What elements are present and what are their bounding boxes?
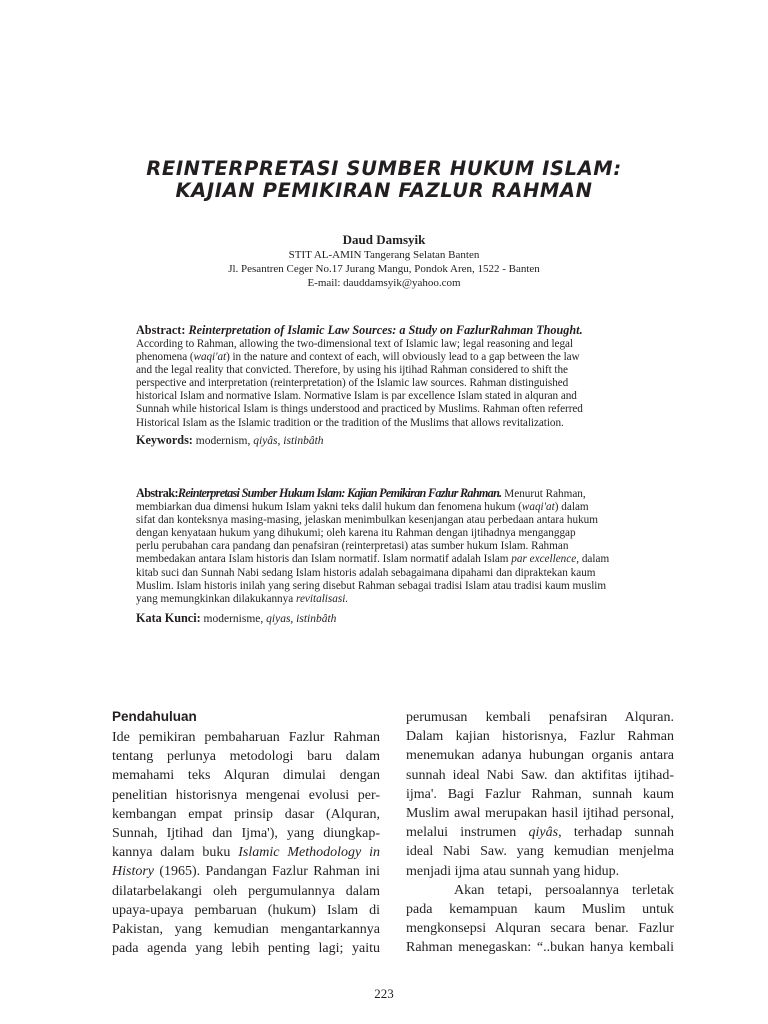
abstract-line: perspective and interpretation (reinterpretation) of the Islamic law sources. Rahman distinguished [136, 377, 569, 390]
abstrak-text: yang memungkinkan dilakukannya [136, 592, 294, 605]
body-line: kembangan empat prinsip dasar (Alquran, [112, 806, 380, 822]
kata-kunci-label: Kata Kunci: [136, 610, 201, 625]
abstract-line: ) in the nature and context of each, will obviously lead to a gap between the law [226, 351, 580, 364]
body-line: Ide pemikiran pembaharuan Fazlur Rahman [112, 730, 380, 745]
abstrak-text: , dalam [576, 553, 610, 566]
abstract-label: Abstract: [136, 323, 186, 337]
title-line-1: REINTERPRETASI SUMBER HUKUM ISLAM: [146, 157, 622, 180]
abstrak-line [136, 593, 651, 606]
body-line: pada kemampuan kaum Muslim untuk [406, 902, 674, 918]
author-name: Daud Damsyik [342, 232, 426, 247]
body-text: kannya dalam buku [112, 845, 231, 861]
abstract-line: phenomena ( [136, 351, 194, 364]
keywords-italic: qiyâs, istinbâth [253, 434, 324, 447]
abstract-term: waqi'at [193, 351, 227, 364]
author-block [0, 231, 768, 290]
body-line: pada agenda yang lebih penting lagi; yaitu [112, 941, 380, 957]
body-line: Dalam kajian historisnya, Fazlur Rahman [406, 729, 674, 745]
abstract-line: Historical Islam as the Islamic tradition or the tradition of the Muslims that allows revitalization. [136, 416, 564, 429]
abstrak-line [136, 553, 651, 566]
body-line: Akan tetapi, persoalannya terletak [454, 882, 674, 898]
body-line: dilatarbelakangi oleh pergumulannya dalam [112, 883, 380, 899]
keywords [136, 433, 651, 448]
author-institution: STIT AL-AMIN Tangerang Selatan Banten [288, 249, 480, 261]
body-line: ijma'. Bagi Fazlur Rahman, sunnah kaum [406, 786, 674, 802]
abstrak-text: Menurut Rahman, [504, 488, 586, 500]
body-line: penelitian historisnya mengenai evolusi per- [112, 787, 380, 803]
kata-kunci [136, 611, 651, 626]
article-title [0, 158, 768, 202]
section-heading: Pendahuluan [112, 709, 197, 724]
abstrak-line: perlu perubahan cara pandang dan penafsiran (reinterpretasi) atas sumber hukum Islam. Rahman [136, 540, 569, 553]
abstrak-line: dengan kenyataan hukum yang dihukumi; oleh karena itu Rahman dengan ijtihadnya menganggap [136, 527, 576, 540]
body-line [112, 843, 380, 862]
keywords-plain: modernism, [195, 434, 251, 447]
book-title: History [112, 864, 154, 880]
body-column-left [112, 708, 380, 958]
abstract-heading [136, 323, 651, 338]
abstract-english [136, 323, 651, 448]
body-line: menemukan adanya hubungan organis antara [406, 748, 674, 764]
abstrak-label: Abstrak: [136, 486, 178, 500]
author-email: E-mail: dauddamsyik@yahoo.com [307, 277, 461, 289]
abstrak-line [136, 501, 651, 514]
body-term: qiyâs [528, 825, 559, 841]
body-line: Muslim awal merupakan hasil ijtihad personal, [406, 806, 674, 822]
kata-kunci-italic: qiyas, istinbâth [266, 612, 337, 625]
abstrak-text: membedakan antara Islam historis dan Islam normatif. Islam normatif adalah Islam [136, 553, 509, 566]
body-line: Sunnah, Ijtihad dan Ijma'), yang diungkap- [112, 826, 380, 842]
body-text: (1965). Pandangan Fazlur Rahman ini [159, 864, 381, 880]
book-title: Islamic Methodology in [238, 845, 380, 861]
abstrak-term: par excellence [511, 553, 577, 566]
abstrak-title: Reinterpretasi Sumber Hukum Islam: Kajian Pemikiran Fazlur Rahman. [177, 486, 502, 500]
abstract-line: historical Islam and normative Islam. Normative Islam is par excellence Islam stated in alquran and [136, 390, 577, 403]
body-line: tentang perlunya metodologi baru dalam [112, 749, 380, 765]
body-line: perumusan kembali penafsiran Alquran. [406, 710, 674, 725]
body-line: Pakistan, yang kemudian mengantarkannya [112, 922, 380, 938]
body-line: sunnah ideal Nabi Saw. dan aktifitas ijtihad- [406, 767, 674, 783]
body-line [406, 823, 674, 842]
abstrak-line: Muslim. Islam historis inilah yang sering disebut Rahman sebagai tradisi Islam atau tradisi kaum muslim [136, 579, 607, 592]
body-line: mengkonsepsi Alquran secara benar. Fazlur [406, 921, 674, 937]
body-line: menjadi ijma atau sunnah yang hidup. [406, 863, 620, 879]
abstrak-text: membiarkan dua dimensi hukum Islam yakni teks dalil hukum dan fenomena hukum ( [136, 501, 522, 514]
abstrak-term: revitalisasi. [296, 592, 349, 605]
abstrak-line: sifat dan konteksnya masing-masing, jelaskan menimbulkan kesenjangan atau perbedaan antara hukum [136, 514, 598, 527]
abstrak-first-line [136, 487, 651, 501]
author-address: Jl. Pesantren Ceger No.17 Jurang Mangu, Pondok Aren, 1522 - Banten [228, 263, 540, 275]
abstrak-term: waqi'at [521, 501, 555, 514]
title-line-2: KAJIAN PEMIKIRAN FAZLUR RAHMAN [175, 179, 593, 202]
abstract-text [136, 338, 651, 430]
abstract-title: Reinterpretation of Islamic Law Sources: a Study on FazlurRahman Thought. [188, 323, 583, 337]
abstract-indonesian [136, 487, 651, 626]
body-line: Rahman menegaskan: “..bukan hanya kembali [406, 940, 674, 956]
body-text: melalui instrumen [406, 825, 517, 841]
body-line [112, 862, 380, 881]
body-column-right [406, 708, 674, 958]
page-number: 223 [374, 986, 394, 1001]
body-line: upaya-upaya pembaruan (hukum) Islam di [112, 902, 380, 918]
keywords-label: Keywords: [136, 432, 193, 447]
abstrak-text: ) dalam [554, 501, 589, 514]
body-text: , terhadap sunnah [558, 825, 675, 841]
body-line: ideal Nabi Saw. yang kemudian menjelma [406, 844, 674, 860]
body-line: memahami teks Alquran dimulai dengan [112, 768, 380, 784]
abstract-line: Sunnah while historical Islam is things understood and practiced by Muslims. Rahman often referred [136, 403, 583, 416]
kata-kunci-plain: modernisme, [203, 612, 264, 625]
abstract-line: According to Rahman, allowing the two-dimensional text of Islamic law; legal reasoning and legal [136, 338, 573, 350]
abstract-line: and the legal reality that convicted. Therefore, by using his ijtihad Rahman considered to shift the [136, 364, 568, 377]
abstrak-line: kitab suci dan Sunnah Nabi sedang Islam historis adalah sebagaimana dipahami dan dipraktekan kaum [136, 566, 596, 579]
